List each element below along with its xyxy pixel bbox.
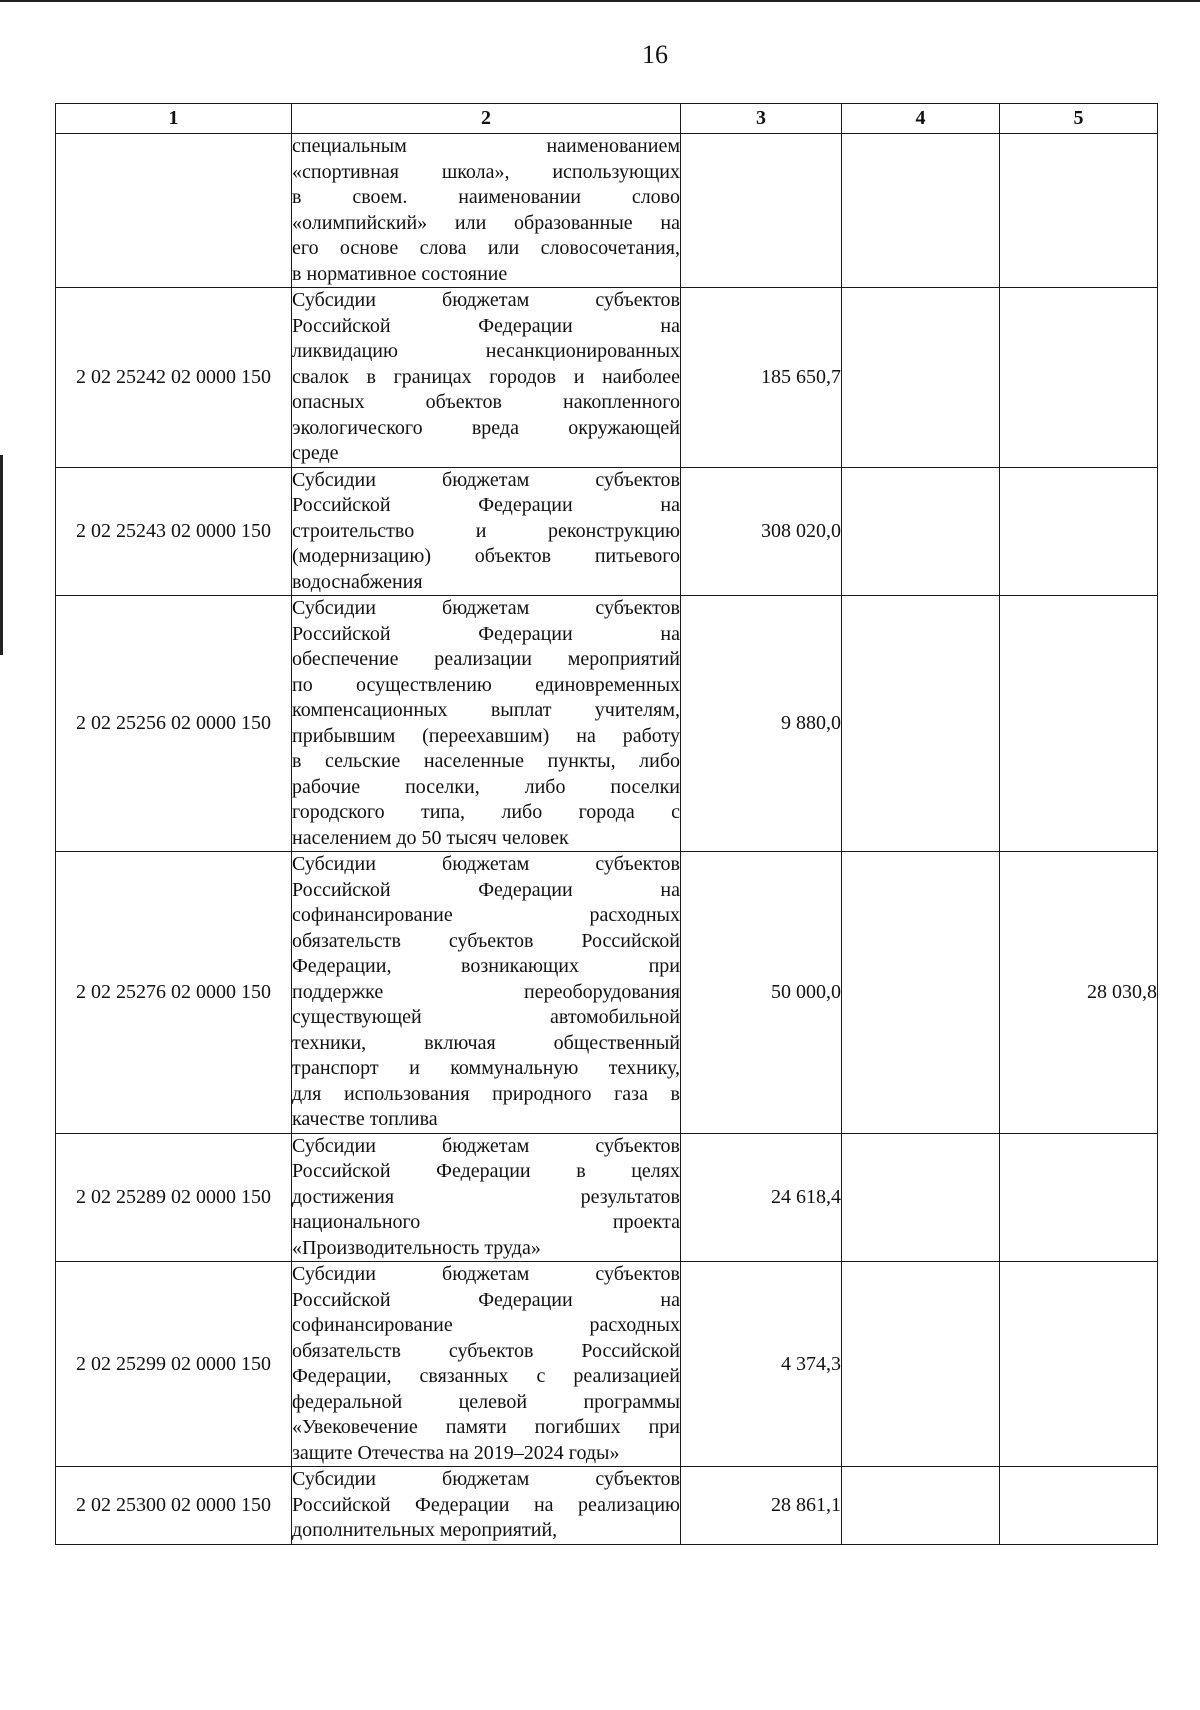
description-line: для использования природного газа в — [292, 1082, 680, 1105]
description-line: городского типа, либо города с — [292, 801, 680, 823]
description-line: свалок в границах городов и наиболее — [292, 365, 680, 388]
description-line: прибывшим (переехавшим) на работу — [292, 724, 680, 747]
amount-col4 — [842, 1262, 1000, 1467]
amount-col4 — [842, 852, 1000, 1134]
scan-binding-mark — [0, 455, 3, 655]
description-line: экологического вреда окружающей — [292, 416, 680, 439]
table-row — [56, 852, 1158, 1134]
description-line: национального проекта — [292, 1211, 680, 1233]
amount-col5 — [1000, 467, 1158, 596]
description-line: Российской Федерации на — [292, 622, 680, 645]
amount-col3: 9 880,0 — [681, 596, 842, 852]
description-line: Федерации, возникающих при — [292, 955, 680, 977]
description-line: федеральной целевой программы — [292, 1390, 680, 1413]
description-line: обязательств субъектов Российской — [292, 929, 680, 952]
description-line: техники, включая общественный — [292, 1031, 680, 1054]
description-line: обязательств субъектов Российской — [292, 1339, 680, 1362]
description-line: существующей автомобильной — [292, 1006, 680, 1028]
amount-col3: 308 020,0 — [681, 467, 842, 596]
description-line: населением до 50 тысяч человек — [292, 826, 569, 849]
description-line: водоснабжения — [292, 570, 423, 593]
description-line: среде — [292, 442, 339, 464]
description-cell — [292, 852, 681, 1134]
amount-col3 — [681, 134, 842, 288]
amount-col4 — [842, 288, 1000, 468]
table-body — [56, 134, 1158, 1545]
description-line: Российской Федерации на — [292, 314, 680, 337]
description-line: «олимпийский» или образованные на — [292, 211, 680, 234]
column-header: 5 — [1000, 104, 1158, 134]
description-line: «Увековечение памяти погибших при — [292, 1416, 680, 1438]
description-line: защите Отечества на 2019–2024 годы» — [292, 1441, 620, 1464]
amount-col4 — [842, 1133, 1000, 1262]
description-line: Федерации, связанных с реализацией — [292, 1365, 680, 1387]
revenue-table — [55, 103, 1158, 1545]
budget-code: 2 02 25289 02 0000 150 — [56, 1133, 292, 1262]
description-line: специальным наименованием — [292, 135, 680, 157]
description-line: Субсидии бюджетам субъектов — [292, 1134, 680, 1157]
amount-col3: 28 861,1 — [681, 1467, 842, 1545]
table-row — [56, 288, 1158, 468]
amount-col4 — [842, 596, 1000, 852]
description-line: Российской Федерации на — [292, 494, 680, 516]
description-line: опасных объектов накопленного — [292, 391, 680, 413]
description-line: Субсидии бюджетам субъектов — [292, 853, 680, 875]
amount-col5 — [1000, 596, 1158, 852]
description-line: дополнительных мероприятий, — [292, 1519, 558, 1541]
budget-code: 2 02 25256 02 0000 150 — [56, 596, 292, 852]
budget-code: 2 02 25276 02 0000 150 — [56, 852, 292, 1134]
budget-code: 2 02 25300 02 0000 150 — [56, 1467, 292, 1545]
amount-col3: 24 618,4 — [681, 1133, 842, 1262]
description-line: рабочие поселки, либо поселки — [292, 775, 680, 798]
amount-col5 — [1000, 1467, 1158, 1545]
table-row — [56, 467, 1158, 596]
budget-code: 2 02 25243 02 0000 150 — [56, 467, 292, 596]
amount-col5 — [1000, 288, 1158, 468]
amount-col3: 4 374,3 — [681, 1262, 842, 1467]
description-line: Субсидии бюджетам субъектов — [292, 597, 680, 619]
column-header: 1 — [56, 104, 292, 134]
description-line: Субсидии бюджетам субъектов — [292, 289, 680, 311]
description-cell — [292, 1133, 681, 1262]
description-line: транспорт и коммунальную технику, — [292, 1057, 680, 1079]
description-line: (модернизацию) объектов питьевого — [292, 545, 680, 567]
budget-code — [56, 134, 292, 288]
description-cell — [292, 1262, 681, 1467]
amount-col3: 185 650,7 — [681, 288, 842, 468]
description-line: Российской Федерации на реализацию — [292, 1493, 680, 1516]
scan-edge-line — [0, 0, 1200, 2]
description-line: в нормативное состояние — [292, 262, 508, 285]
description-line: в сельские населенные пункты, либо — [292, 750, 680, 772]
header-row — [56, 104, 1158, 134]
table-row — [56, 1467, 1158, 1545]
description-line: софинансирование расходных — [292, 904, 680, 926]
description-line: «Производительность труда» — [292, 1236, 541, 1259]
description-line: в своем. наименовании слово — [292, 186, 680, 208]
amount-col5 — [1000, 1262, 1158, 1467]
description-line: Российской Федерации на — [292, 878, 680, 901]
description-cell — [292, 134, 681, 288]
description-line: его основе слова или словосочетания, — [292, 237, 680, 259]
description-cell — [292, 1467, 681, 1545]
column-header: 4 — [842, 104, 1000, 134]
description-line: софинансирование расходных — [292, 1314, 680, 1336]
table-row — [56, 596, 1158, 852]
budget-code: 2 02 25299 02 0000 150 — [56, 1262, 292, 1467]
description-cell — [292, 288, 681, 468]
description-line: Российской Федерации в целях — [292, 1160, 680, 1182]
table-row — [56, 1133, 1158, 1262]
description-line: поддержке переоборудования — [292, 980, 680, 1003]
amount-col5 — [1000, 1133, 1158, 1262]
table-row — [56, 134, 1158, 288]
amount-col5 — [1000, 134, 1158, 288]
amount-col4 — [842, 467, 1000, 596]
amount-col5: 28 030,8 — [1000, 852, 1158, 1134]
table-row — [56, 1262, 1158, 1467]
description-line: Субсидии бюджетам субъектов — [292, 468, 680, 491]
description-line: качестве топлива — [292, 1108, 438, 1130]
amount-col4 — [842, 1467, 1000, 1545]
column-header: 3 — [681, 104, 842, 134]
description-line: обеспечение реализации мероприятий — [292, 648, 680, 670]
budget-code: 2 02 25242 02 0000 150 — [56, 288, 292, 468]
description-line: компенсационных выплат учителям, — [292, 699, 680, 721]
description-cell — [292, 467, 681, 596]
column-header: 2 — [292, 104, 681, 134]
amount-col4 — [842, 134, 1000, 288]
description-cell — [292, 596, 681, 852]
description-line: достижения результатов — [292, 1185, 680, 1208]
description-line: по осуществлению единовременных — [292, 673, 680, 696]
description-line: Субсидии бюджетам субъектов — [292, 1468, 680, 1490]
description-line: Субсидии бюджетам субъектов — [292, 1263, 680, 1285]
description-line: строительство и реконструкцию — [292, 519, 680, 542]
description-line: «спортивная школа», использующих — [292, 160, 680, 183]
description-line: Российской Федерации на — [292, 1288, 680, 1311]
amount-col3: 50 000,0 — [681, 852, 842, 1134]
description-line: ликвидацию несанкционированных — [292, 340, 680, 362]
page-number: 16 — [642, 40, 668, 69]
